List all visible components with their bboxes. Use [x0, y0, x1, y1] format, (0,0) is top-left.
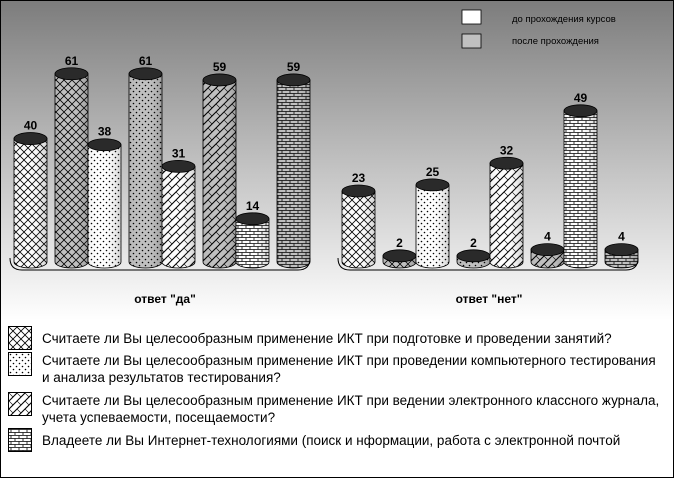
bar-yes-before-q2 — [88, 139, 121, 268]
pattern-swatch-crosshatch — [8, 326, 32, 350]
pattern-swatch-weave — [8, 392, 32, 416]
bar-yes-before-q1 — [14, 133, 47, 268]
bar-no-after-q1 — [383, 250, 416, 268]
bar-no-before-q1 — [342, 185, 375, 268]
bar-yes-before-q4 — [236, 213, 269, 268]
bar-yes-after-q2 — [129, 68, 162, 268]
caption-text-2: Считаете ли Вы целесообразным применение ИКТ при проведении компьютерного тестирования и анализа результатов тестирования? — [42, 353, 656, 385]
caption-text-4: Владеете ли Вы Интернет-технологиями (поиск и нформации, работа с электронной почтой — [42, 433, 621, 448]
bar-no-after-q2 — [457, 250, 490, 268]
legend-swatch-before — [462, 10, 481, 24]
legend-label-after: после прохождения — [512, 36, 599, 47]
group-label-yes: ответ "да" — [134, 292, 196, 306]
bar-yes-after-q4 — [277, 74, 310, 268]
value-label-yes-before-q4: 14 — [245, 198, 260, 213]
value-label-no-after-q1: 2 — [396, 235, 403, 250]
legend-label-before: до прохождения курсов — [512, 14, 616, 25]
value-label-no-after-q4: 4 — [618, 229, 625, 244]
value-label-no-before-q3: 32 — [499, 143, 514, 158]
value-label-yes-before-q3: 31 — [171, 146, 186, 161]
value-label-no-after-q2: 2 — [470, 235, 477, 250]
value-label-yes-after-q1: 61 — [64, 53, 79, 68]
pattern-swatch-brick — [8, 428, 32, 452]
group-label-no: ответ "нет" — [455, 292, 523, 306]
bar-no-before-q3 — [490, 157, 523, 268]
value-label-yes-before-q2: 38 — [97, 124, 112, 139]
value-label-no-before-q4: 49 — [573, 90, 588, 105]
value-label-yes-after-q2: 61 — [138, 53, 153, 68]
pattern-swatch-dots — [8, 352, 32, 376]
bar-no-before-q4 — [564, 105, 597, 268]
caption-text-3: Считаете ли Вы целесообразным применение ИКТ при ведении электронного классного журнала, учета успеваемости, посещаемости? — [42, 393, 660, 425]
legend-swatch-after — [462, 34, 481, 48]
value-label-no-before-q2: 25 — [425, 164, 440, 179]
bar-no-before-q2 — [416, 179, 449, 268]
value-label-no-before-q1: 23 — [351, 171, 366, 186]
bar-yes-after-q1 — [55, 68, 88, 268]
value-label-no-after-q3: 4 — [544, 229, 551, 244]
category-caption-list — [0, 318, 674, 478]
bar-yes-after-q3 — [203, 74, 236, 268]
value-label-yes-before-q1: 40 — [23, 118, 38, 133]
bar-no-after-q4 — [605, 244, 638, 268]
caption-text-1: Считаете ли Вы целесообразным применение ИКТ при подготовке и проведении занятий? — [42, 331, 612, 346]
bar-yes-before-q3 — [162, 160, 195, 268]
value-label-yes-after-q4: 59 — [286, 59, 301, 74]
bar-no-after-q3 — [531, 244, 564, 268]
value-label-yes-after-q3: 59 — [212, 59, 227, 74]
